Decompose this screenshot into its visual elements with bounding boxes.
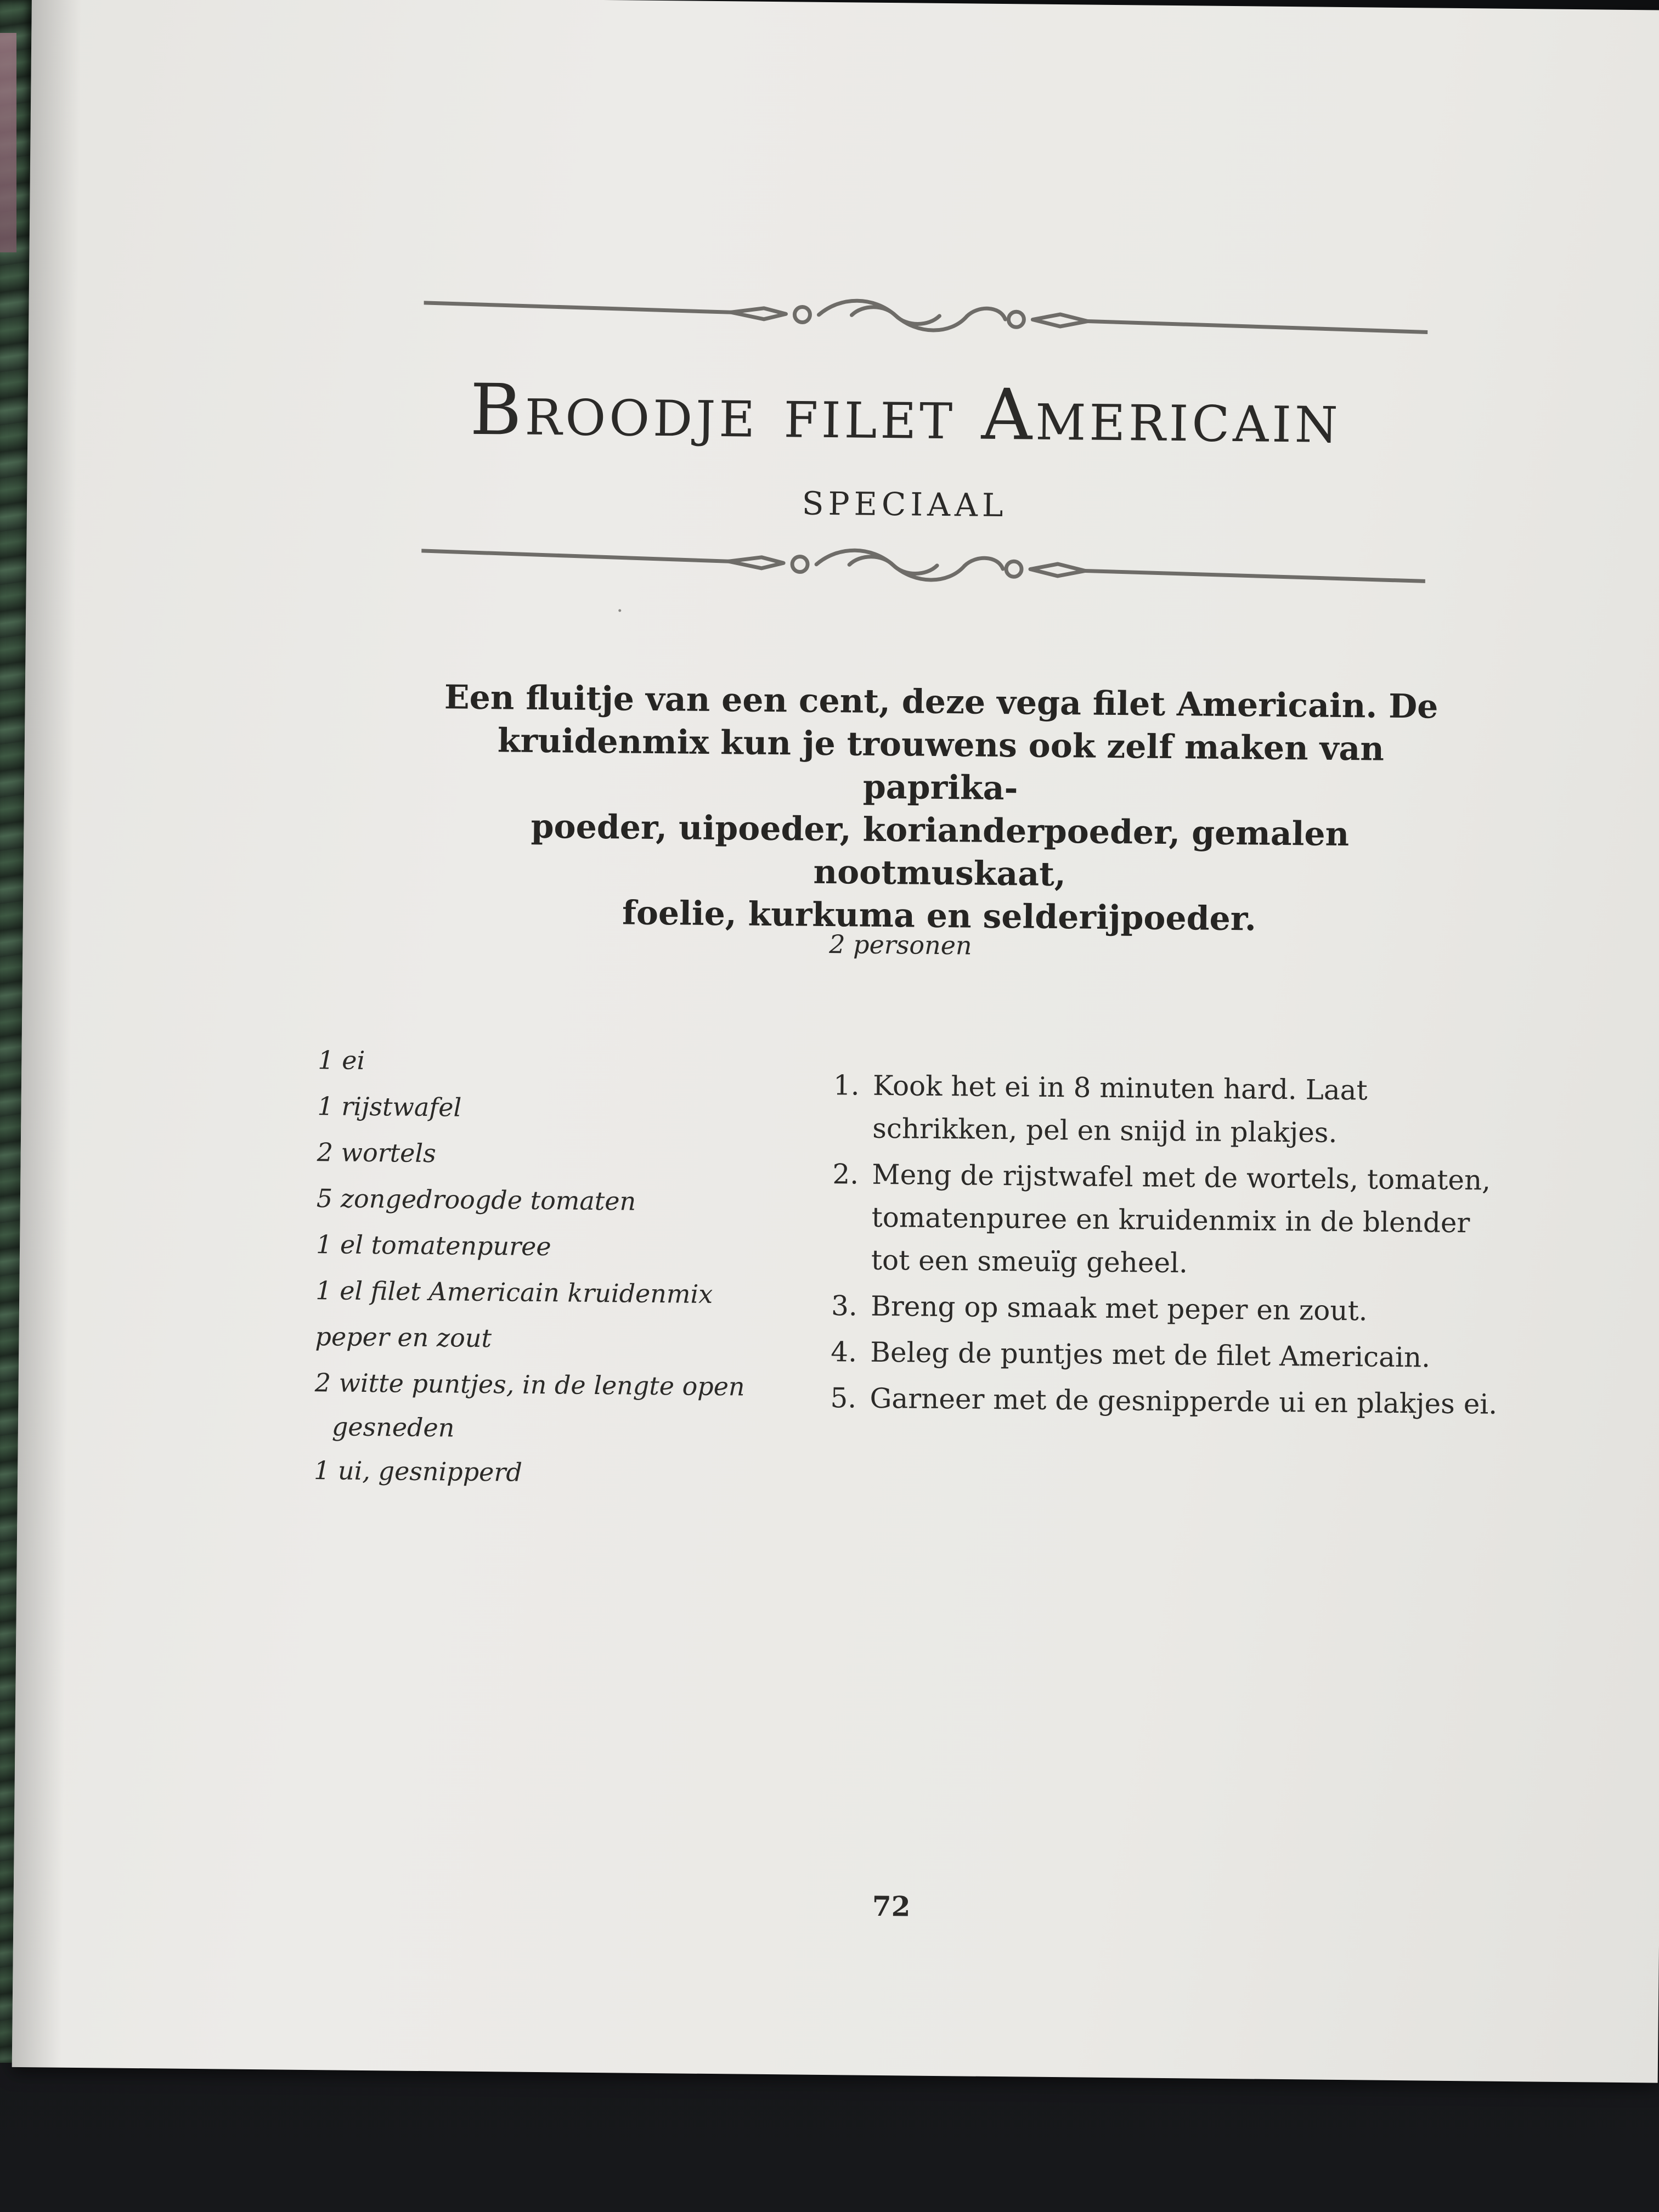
step-number: 2.	[832, 1158, 859, 1190]
ingredient-item	[317, 1175, 811, 1226]
cover-pink-patch	[0, 33, 16, 252]
ingredient-item	[315, 1313, 809, 1364]
ingredient-text: 1 el filet Americain kruidenmix	[315, 1276, 713, 1310]
ingredient-item	[318, 1037, 812, 1088]
ingredient-text: 2 wortels	[317, 1137, 437, 1169]
servings: 2 personen	[829, 929, 972, 961]
ingredient-text: 5 zongedroogde tomaten	[316, 1183, 636, 1216]
bottom-ornament-divider	[421, 539, 1426, 592]
ingredient-item	[317, 1083, 811, 1134]
step-number: 3.	[831, 1290, 858, 1322]
recipe-title: Broodje filet Americain	[470, 369, 1342, 459]
step-number: 5.	[830, 1382, 857, 1414]
step-text: Beleg de puntjes met de filet Americain.	[870, 1336, 1431, 1374]
step-item	[831, 1330, 1506, 1380]
step-number: 1.	[833, 1069, 860, 1102]
step-text: Kook het ei in 8 minuten hard. Laat schrikken, pel en snijd in plakjes.	[872, 1069, 1368, 1149]
step-number: 4.	[831, 1336, 857, 1368]
ingredient-text-continuation: gesneden	[331, 1412, 455, 1443]
step-text: Meng de rijstwafel met de wortels, tomaten, tomatenpuree en kruidenmix in de blender tot een smeuïg geheel.	[871, 1158, 1491, 1279]
ingredient-text: 2 witte puntjes, in de lengte open	[314, 1368, 745, 1402]
step-text: Garneer met de gesnipperde ui en plakjes ei.	[870, 1382, 1498, 1420]
step-list	[830, 1064, 1508, 1429]
ingredient-list	[314, 1037, 812, 1498]
ingredient-text: 1 el tomatenpuree	[315, 1229, 551, 1262]
ingredient-item	[315, 1267, 810, 1318]
pencil-dot	[618, 609, 621, 612]
recipe-subtitle: SPECIAAL	[802, 484, 1008, 524]
ingredient-text: peper en zout	[315, 1322, 492, 1353]
book-page	[12, 0, 1659, 2083]
step-item	[831, 1284, 1506, 1334]
page-number: 72	[872, 1889, 911, 1923]
ingredient-text: 1 ei	[318, 1045, 365, 1075]
step-item	[832, 1153, 1508, 1288]
ingredient-item	[314, 1447, 808, 1498]
step-item	[830, 1376, 1505, 1426]
top-ornament-divider	[424, 286, 1428, 340]
ingredient-text: 1 ui, gesnipperd	[313, 1455, 523, 1487]
step-text: Breng op smaak met peper en zout.	[870, 1290, 1368, 1327]
ingredient-item	[314, 1359, 809, 1452]
ingredient-text: 1 rijstwafel	[317, 1091, 462, 1122]
step-item	[833, 1064, 1508, 1156]
ingredient-item	[316, 1221, 810, 1272]
recipe-intro: Een fluitje van een cent, deze vega filet Americain. De kruidenmix kun je trouwens ook zelf maken van paprika- poeder, uipoeder, korianderpoeder, gemalen nootmuskaat, foelie, kurkuma en selderijpoeder.	[444, 678, 1438, 939]
ingredient-item	[317, 1129, 811, 1180]
